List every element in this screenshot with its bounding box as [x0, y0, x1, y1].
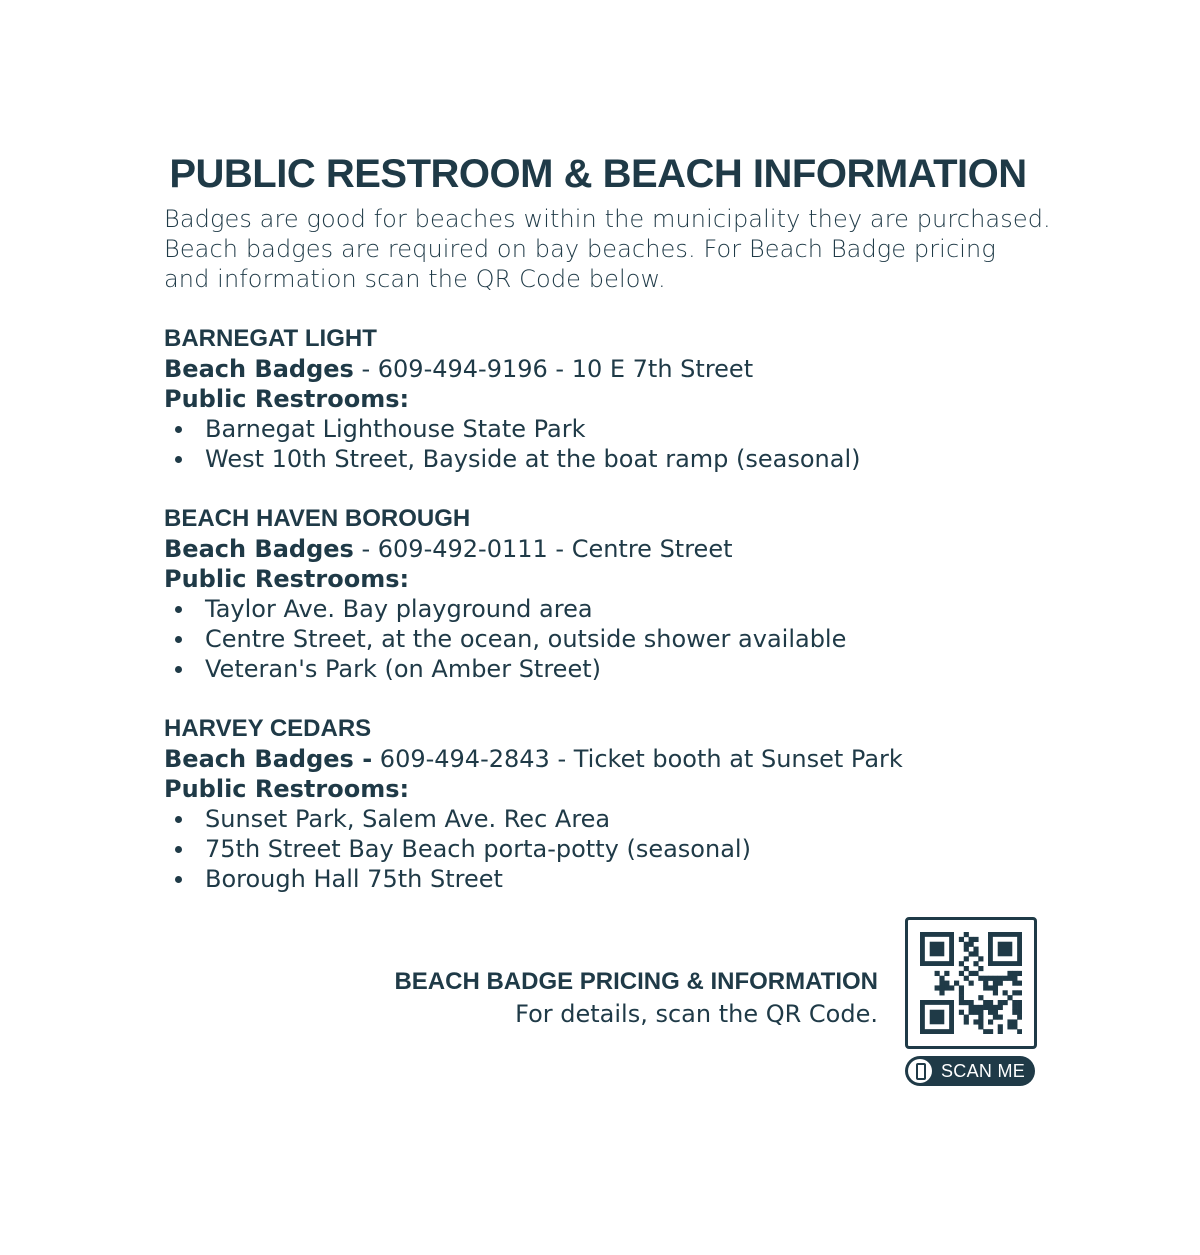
- page-title: PUBLIC RESTROOM & BEACH INFORMATION: [169, 152, 1027, 196]
- bullet-icon: [175, 456, 182, 463]
- restroom-item-label: Veteran's Park (on Amber Street): [205, 655, 601, 683]
- restroom-list: [164, 414, 1064, 474]
- phone-icon: [908, 1059, 932, 1083]
- scan-me-badge[interactable]: [905, 1056, 1035, 1086]
- beach-badges-label: Beach Badges: [164, 355, 354, 383]
- scan-me-label: SCAN ME: [941, 1061, 1026, 1081]
- bullet-icon: [175, 666, 182, 673]
- restroom-list: [164, 594, 1064, 684]
- section-heading: BARNEGAT LIGHT: [164, 325, 377, 352]
- intro-line: and information scan the QR Code below.: [164, 265, 666, 293]
- restroom-item: [164, 624, 1064, 654]
- restroom-item: [164, 594, 1064, 624]
- restroom-item: [164, 864, 1064, 894]
- beach-badges-label: Beach Badges -: [164, 745, 373, 773]
- qr-code-block[interactable]: [905, 917, 1037, 1086]
- main-content: [164, 204, 1064, 894]
- restroom-item-label: 75th Street Bay Beach porta-potty (seasonal): [205, 835, 751, 863]
- restroom-item-label: Sunset Park, Salem Ave. Rec Area: [205, 805, 611, 833]
- bullet-icon: [175, 606, 182, 613]
- beach-badges-line: [164, 534, 1064, 564]
- footer-info: [394, 966, 878, 1030]
- intro-line: Badges are good for beaches within the municipality they are purchased.: [164, 205, 1051, 233]
- section-harvey-cedars: [164, 714, 1064, 894]
- public-restrooms-label: Public Restrooms:: [164, 775, 410, 803]
- footer-subtext: For details, scan the QR Code.: [515, 1000, 878, 1028]
- public-restrooms-label: Public Restrooms:: [164, 565, 410, 593]
- beach-badges-line: [164, 354, 1064, 384]
- bullet-icon: [175, 636, 182, 643]
- restroom-item-label: Barnegat Lighthouse State Park: [205, 415, 586, 443]
- bullet-icon: [175, 846, 182, 853]
- restroom-item-label: Borough Hall 75th Street: [205, 865, 503, 893]
- section-heading: BEACH HAVEN BOROUGH: [164, 505, 471, 532]
- restroom-list: [164, 804, 1064, 894]
- section-heading: HARVEY CEDARS: [164, 715, 372, 742]
- beach-badges-info: 609-494-2843 - Ticket booth at Sunset Park: [372, 745, 903, 773]
- section-beach-haven-borough: [164, 504, 1064, 684]
- restroom-item-label: Taylor Ave. Bay playground area: [205, 595, 593, 623]
- restroom-item: [164, 804, 1064, 834]
- bullet-icon: [175, 426, 182, 433]
- bullet-icon: [175, 876, 182, 883]
- beach-badges-info: - 609-494-9196 - 10 E 7th Street: [353, 355, 754, 383]
- restroom-item: [164, 654, 1064, 684]
- public-restrooms-label: Public Restrooms:: [164, 385, 410, 413]
- restroom-item: [164, 834, 1064, 864]
- beach-badges-label: Beach Badges: [164, 535, 354, 563]
- section-barnegat-light: [164, 324, 1064, 474]
- restroom-item-label: Centre Street, at the ocean, outside shower available: [205, 625, 847, 653]
- intro-line: Beach badges are required on bay beaches. For Beach Badge pricing: [164, 235, 996, 263]
- restroom-item: [164, 414, 1064, 444]
- restroom-item: [164, 444, 1064, 474]
- bullet-icon: [175, 816, 182, 823]
- intro-text: [164, 204, 1064, 294]
- qr-code-graphic: [920, 932, 1022, 1034]
- qr-code-icon[interactable]: [905, 917, 1037, 1049]
- beach-badges-info: - 609-492-0111 - Centre Street: [353, 535, 733, 563]
- footer-heading: BEACH BADGE PRICING & INFORMATION: [394, 968, 878, 995]
- restroom-item-label: West 10th Street, Bayside at the boat ramp (seasonal): [205, 445, 861, 473]
- beach-badges-line: [164, 744, 1064, 774]
